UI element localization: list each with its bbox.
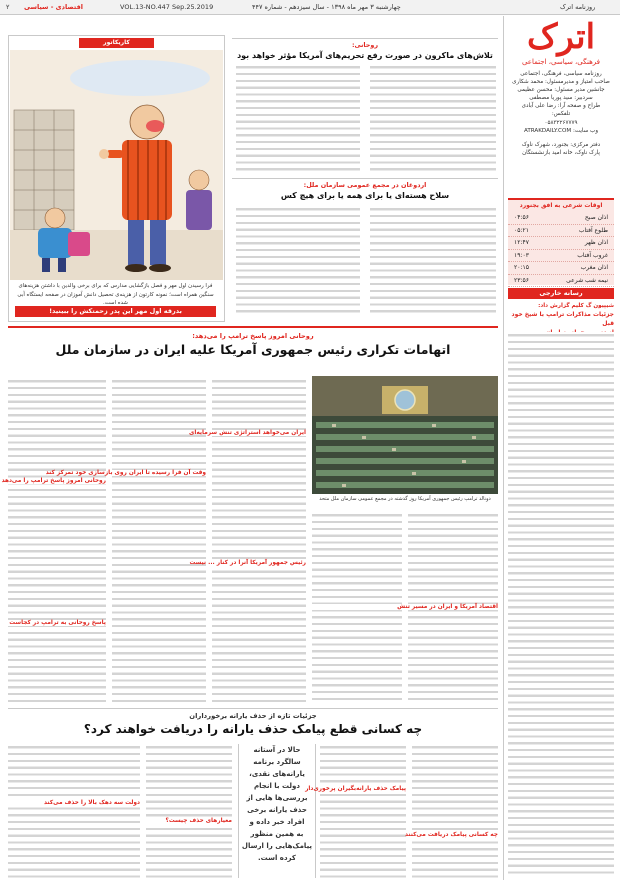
issue-date: چهارشنبه ۳ مهر ماه ۱۳۹۸ - سال سیزدهم - شماره ۴۴۷: [252, 3, 401, 11]
pullquote-line: پیامک‌هایی را ارسال: [241, 842, 313, 850]
second-story-kicker: اردوغان در مجمع عمومی سازمان ملل:: [303, 181, 427, 189]
masthead-line: ۰۵۸۳۲۲۶۷۷۷۹: [544, 119, 578, 126]
bottom-story-body-col1: [404, 744, 498, 878]
main-story-body-col5: [1, 378, 106, 702]
prayer-label: غروب آفتاب: [577, 251, 608, 259]
main-story-rule: [8, 326, 498, 328]
prayer-row: [508, 250, 614, 263]
bottom-story-subhead: معیارهای حذف چیست؟: [146, 818, 232, 824]
main-story-photo-caption: دونالد ترامپ رئیس جمهوری آمریکا روز گذشته در مجمع عمومی سازمان ملل متحد: [319, 496, 491, 502]
bottom-story-pullquote: [238, 744, 316, 878]
cartoon-box: [8, 35, 225, 322]
masthead-line: جانشین مدیر مسئول: محسن عظیمی: [517, 87, 605, 94]
page-number: ۲: [6, 3, 10, 11]
second-story-body-col2: [370, 206, 496, 316]
bottom-story-body-col3: [146, 744, 232, 878]
cartoon-caption: فرا رسیدن اول مهر و فصل بازگشایی مدارس که برای برخی والدین با داشتن هزینه‌های سنگین همراه است؛ نمونه کارتون از هزینه‌ی تحصیل دانش آموزان در صفحه ایستگاه آبی شده است.: [17, 283, 214, 306]
top-bar: [0, 0, 620, 15]
main-story-headline: اتهامات تکراری رئیس جمهوری آمریکا علیه ایران در سازمان ملل: [55, 342, 451, 357]
cartoon-title: کاریکاتور: [79, 38, 154, 48]
pullquote-line: افراد خبر داده و: [249, 818, 305, 826]
main-story-body-col3: [189, 378, 306, 702]
prayer-label: طلوع آفتاب: [578, 226, 608, 234]
prayer-time: ۰۵:۲۱: [514, 226, 529, 234]
prayer-label: اذان صبح: [584, 214, 608, 221]
prayer-label: اذان مغرب: [580, 264, 608, 271]
pullquote-line: سالگرد برنامه: [253, 758, 301, 766]
main-story-subhead: وقت آن فرا رسیده تا ایران روی بازسازی خود تمرکز کند: [45, 470, 206, 476]
pullquote-line: حالا در آستانه: [253, 746, 301, 754]
masthead-line: طراح و صفحه آرا: رضا علی آبادی: [521, 103, 601, 110]
issue-info: VOL.13-NO.447 Sep.25.2019: [120, 3, 214, 11]
main-story-photo: [312, 376, 498, 494]
section-label: اقتصادی - سیاسی: [24, 3, 83, 11]
paper-name: روزنامه اترک: [560, 3, 596, 11]
main-story-subhead: ایران می‌خواهد استراتژی تنش سرمایه‌ای: [189, 430, 306, 436]
bottom-story-headline: چه کسانی قطع پیامک حذف یارانه را دریافت خواهند کرد؟: [83, 722, 423, 736]
masthead-line: تلفکس:: [551, 111, 571, 118]
pullquote-line: کرده است.: [258, 854, 296, 862]
prayer-time: ۱۲:۴۷: [514, 239, 529, 246]
top-story-body-col1: [236, 64, 360, 174]
prayer-row: [508, 275, 614, 288]
bottom-story-subhead: چه کسانی پیامک دریافت می‌کنند: [404, 832, 498, 838]
pullquote-line: یارانه‌های نقدی،: [249, 770, 305, 778]
bottom-story-body-col2: [305, 744, 406, 878]
prayer-row: [508, 225, 614, 238]
cartoon-banner: بدرقه اول مهر این پدر زحمتکش را ببینید!: [15, 306, 216, 317]
headline-line: جزئیات مذاکرات ترامپ با شیخ خود قبل: [511, 311, 614, 327]
prayer-time: ۰۴:۵۶: [514, 214, 529, 221]
main-story-heading: [8, 332, 498, 359]
prayer-time: ۲۰:۱۵: [514, 264, 529, 271]
masthead-info: [508, 70, 614, 196]
bottom-story-body-col4: [8, 744, 140, 878]
paper-slogan: فرهنگی، سیاسی، اجتماعی: [521, 58, 601, 66]
masthead-line: وب سایت: ATRAKDAILY.COM: [523, 127, 599, 134]
prayer-time: ۲۳:۵۶: [514, 276, 529, 284]
foreign-media-lead: شیپیون گ کلیم گزارش داد:: [538, 303, 614, 309]
prayer-label: اذان ظهر: [584, 239, 608, 246]
bottom-story-heading: [8, 712, 498, 738]
prayer-times-title: اوقات شرعی به افق بجنورد: [519, 202, 603, 209]
prayer-row: [508, 262, 614, 275]
story-rule: [232, 178, 498, 179]
pullquote-line: بررسی‌ها هایی از: [246, 794, 308, 802]
bottom-story-subhead: پیامک حذف یارانه‌بگیران پرخوری‌دار: [305, 786, 406, 792]
main-story-kicker: روحانی امروز پاسخ ترامپ را می‌دهد:: [192, 332, 314, 340]
pullquote-line: دولت با انجام: [254, 782, 300, 790]
prayer-label: نیمه شب شرعی: [566, 276, 608, 284]
masthead-line: پارک ناوک، خانه امید بازنشستگان: [522, 149, 600, 156]
paper-logo: اترک: [526, 17, 596, 57]
main-story-subhead: اقتصاد آمریکا و ایران در مسیر تنش: [312, 604, 498, 610]
bottom-story-rule: [8, 708, 498, 709]
second-story: [232, 181, 498, 202]
top-story: [232, 38, 498, 62]
main-story-subhead: روحانی امروز پاسخ ترامپ را می‌دهد: [1, 478, 106, 484]
pullquote-line: حذف یارانه برخی: [247, 806, 307, 814]
top-story-headline: تلاش‌های ماکرون در صورت رفع تحریم‌های آمریکا مؤثر خواهد بود: [237, 51, 493, 60]
second-story-body-col1: [236, 206, 360, 316]
foreign-media-body: [508, 332, 614, 878]
top-story-kicker: روحانی:: [351, 41, 379, 49]
masthead-line: دفتر مرکزی: بجنورد، شهرک ناوک: [521, 141, 601, 148]
bottom-story-subhead: دولت سه دهک بالا را حذف می‌کند: [8, 800, 140, 806]
bottom-story-kicker: جزئیات تازه از حذف یارانه برخورداران: [189, 712, 317, 720]
second-story-headline: سلاح هسته‌ای یا برای همه یا برای هیچ کس: [280, 191, 450, 200]
prayer-row: [508, 237, 614, 250]
masthead-line: روزنامه سیاسی، فرهنگی، اجتماعی: [520, 71, 602, 77]
prayer-times-box: [508, 198, 614, 285]
top-story-body-col2: [370, 64, 496, 174]
cartoon-illustration: [10, 50, 223, 280]
prayer-row: [508, 212, 614, 225]
column-rule: [503, 16, 504, 880]
foreign-media-kicker: رسانه خارجی: [508, 288, 614, 299]
masthead-line: صاحب امتیاز و مدیرمسئول: محمد شکاری: [512, 79, 610, 86]
prayer-time: ۱۹:۰۳: [514, 251, 529, 259]
main-story-subhead: رئیس جمهور آمریکا آنرا در کنار ... نیست: [189, 560, 306, 566]
pullquote-line: به همین منظور: [250, 830, 304, 838]
masthead-line: سردبیر: سید پوریا مصطفی: [529, 95, 593, 102]
main-story-subhead: پاسخ روحانی به ترامپ در کجاست: [9, 620, 106, 626]
